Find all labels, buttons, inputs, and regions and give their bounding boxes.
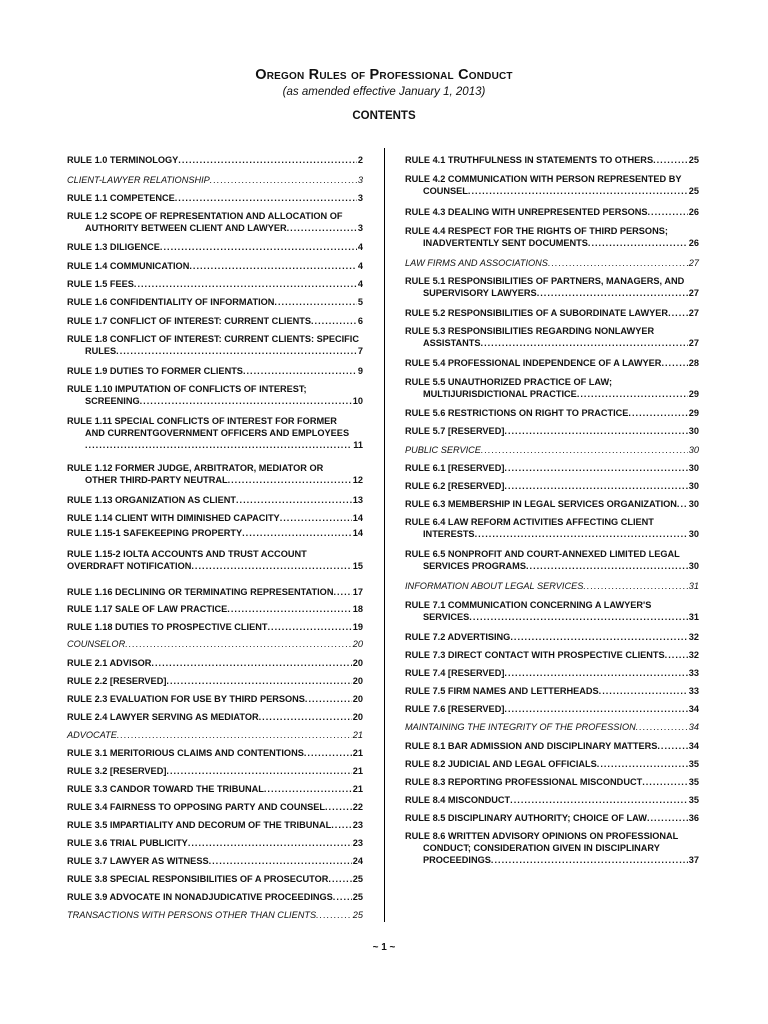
toc-page-number: 20 <box>352 639 363 649</box>
toc-page-number: 12 <box>352 475 363 485</box>
toc-entry[interactable] <box>405 599 699 623</box>
toc-page-number: 25 <box>688 155 699 165</box>
toc-entry-label: LAW FIRMS AND ASSOCIATIONS <box>405 258 548 268</box>
toc-entry[interactable] <box>405 462 699 474</box>
toc-page-number: 27 <box>688 338 699 348</box>
toc-entry-label: RULE 5.4 PROFESSIONAL INDEPENDENCE OF A LAWYER <box>405 358 662 368</box>
toc-entry-label: TRANSACTIONS WITH PERSONS OTHER THAN CLIENTS <box>67 910 317 920</box>
dot-leader <box>657 740 687 752</box>
toc-entry[interactable] <box>67 192 363 204</box>
dot-leader <box>166 765 351 777</box>
toc-entry-label: CONDUCT; CONSIDERATION GIVEN IN DISCIPLINARY <box>423 843 660 853</box>
dot-leader <box>305 693 352 705</box>
toc-entry-label: RULE 1.0 TERMINOLOGY <box>67 155 179 165</box>
toc-page-number: 35 <box>688 759 699 769</box>
toc-page-number: 3 <box>357 193 363 203</box>
toc-entry[interactable] <box>67 891 363 903</box>
toc-entry-label: RULE 8.2 JUDICIAL AND LEGAL OFFICIALS <box>405 759 597 769</box>
toc-page-number: 21 <box>352 748 363 758</box>
toc-entry-label: RULE 4.1 TRUTHFULNESS IN STATEMENTS TO OTHERS <box>405 155 654 165</box>
dot-leader <box>325 801 352 813</box>
dot-leader <box>287 222 357 234</box>
toc-page-number: 23 <box>352 820 363 830</box>
dot-leader <box>510 794 688 806</box>
toc-entry-label: RULE 1.16 DECLINING OR TERMINATING REPRESENTATION <box>67 587 334 597</box>
toc-entry[interactable] <box>405 376 699 400</box>
toc-page-number: 37 <box>688 855 699 865</box>
toc-entry[interactable] <box>67 657 363 669</box>
toc-page-number: 17 <box>352 587 363 597</box>
toc-entry-label: RULE 5.7 [RESERVED] <box>405 426 505 436</box>
toc-entry[interactable] <box>405 740 699 752</box>
dot-leader <box>116 345 357 357</box>
toc-entry-label: MAINTAINING THE INTEGRITY OF THE PROFESSION <box>405 722 636 732</box>
toc-page-number: 30 <box>688 529 699 539</box>
dot-leader <box>264 783 352 795</box>
toc-entry[interactable] <box>67 586 363 598</box>
toc-entry[interactable] <box>67 296 363 308</box>
toc-entry-label: RULE 1.8 CONFLICT OF INTEREST: CURRENT CLIENTS: SPECIFIC <box>67 334 359 344</box>
toc-section-heading[interactable] <box>405 257 699 269</box>
toc-entry[interactable] <box>67 278 363 290</box>
dot-leader <box>642 776 688 788</box>
toc-entry[interactable] <box>67 837 363 849</box>
toc-entry-label: RULE 3.7 LAWYER AS WITNESS <box>67 856 209 866</box>
toc-entry[interactable] <box>405 357 699 369</box>
toc-entry[interactable] <box>405 516 699 540</box>
dot-leader <box>526 560 688 572</box>
dot-leader <box>236 494 352 506</box>
toc-page-number: 14 <box>352 528 363 538</box>
toc-entry-label: RULE 3.3 CANDOR TOWARD THE TRIBUNAL <box>67 784 264 794</box>
toc-section-heading[interactable] <box>67 174 363 186</box>
toc-entry[interactable] <box>67 548 363 572</box>
toc-page-number: 20 <box>352 712 363 722</box>
toc-page-number: 34 <box>688 704 699 714</box>
toc-page-number: 2 <box>357 155 363 165</box>
dot-leader <box>510 631 687 643</box>
toc-entry[interactable] <box>67 462 363 486</box>
dot-leader <box>316 909 352 921</box>
toc-page-number: 27 <box>688 288 699 298</box>
dot-leader <box>304 747 352 759</box>
toc-entry[interactable] <box>405 776 699 788</box>
toc-page-number: 25 <box>352 874 363 884</box>
toc-entry-label: RULE 1.10 IMPUTATION OF CONFLICTS OF INTEREST; <box>67 384 307 394</box>
toc-entry-label: RULE 3.8 SPECIAL RESPONSIBILITIES OF A PROSECUTOR <box>67 874 329 884</box>
dot-leader <box>583 580 687 592</box>
toc-entry-label: RULE 2.3 EVALUATION FOR USE BY THIRD PERSONS <box>67 694 305 704</box>
toc-page-number: 26 <box>688 238 699 248</box>
toc-entry-label: RULE 1.9 DUTIES TO FORMER CLIENTS <box>67 366 243 376</box>
toc-page-number: 22 <box>352 802 363 812</box>
toc-page-number: 30 <box>688 426 699 436</box>
toc-page-number: 25 <box>352 892 363 902</box>
toc-entry-label: INFORMATION ABOUT LEGAL SERVICES <box>405 581 584 591</box>
toc-page-number: 24 <box>352 856 363 866</box>
toc-entry[interactable] <box>67 621 363 633</box>
toc-entry[interactable] <box>67 675 363 687</box>
toc-entry-label: CLIENT-LAWYER RELATIONSHIP <box>67 175 210 185</box>
toc-entry[interactable] <box>67 765 363 777</box>
dot-leader <box>537 287 688 299</box>
toc-entry-label: RULE 3.5 IMPARTIALITY AND DECORUM OF THE TRIBUNAL <box>67 820 332 830</box>
dot-leader <box>228 474 352 486</box>
toc-entry[interactable] <box>67 315 363 327</box>
toc-page-number: 27 <box>688 308 699 318</box>
toc-page-number: 30 <box>688 463 699 473</box>
toc-entry[interactable] <box>405 206 699 218</box>
toc-entry[interactable] <box>405 325 699 349</box>
toc-entry[interactable] <box>405 548 699 572</box>
toc-entry-label: RULE 1.12 FORMER JUDGE, ARBITRATOR, MEDIATOR OR <box>67 463 324 473</box>
dot-leader <box>175 192 357 204</box>
toc-page-number: 30 <box>688 481 699 491</box>
toc-entry[interactable] <box>67 711 363 723</box>
dot-leader <box>469 611 687 623</box>
dot-leader <box>504 480 687 492</box>
toc-entry[interactable] <box>67 855 363 867</box>
toc-page-number: 34 <box>688 722 699 732</box>
dot-leader <box>599 685 688 697</box>
toc-page-number: 26 <box>688 207 699 217</box>
toc-entry-label: RULE 2.1 ADVISOR <box>67 658 152 668</box>
dot-leader <box>333 586 351 598</box>
toc-section-heading[interactable] <box>405 580 699 592</box>
toc-page-number: 23 <box>352 838 363 848</box>
toc-entry-label: RULE 5.3 RESPONSIBILITIES REGARDING NONLAWYER <box>405 326 655 336</box>
toc-page-number: 30 <box>688 561 699 571</box>
toc-entry-label: RULE 1.13 ORGANIZATION AS CLIENT <box>67 495 236 505</box>
dot-leader <box>597 758 688 770</box>
toc-page-number: 25 <box>688 186 699 196</box>
toc-entry-label: AUTHORITY BETWEEN CLIENT AND LAWYER <box>85 223 287 233</box>
toc-page-number: 35 <box>688 795 699 805</box>
toc-entry-label: RULE 3.2 [RESERVED] <box>67 766 167 776</box>
toc-section-heading[interactable] <box>67 729 363 741</box>
toc-entry-label: RULE 7.5 FIRM NAMES AND LETTERHEADS <box>405 686 599 696</box>
toc-entry-label: RULE 3.6 TRIAL PUBLICITY <box>67 838 188 848</box>
dot-leader <box>274 296 356 308</box>
toc-entry-label: RULE 7.4 [RESERVED] <box>405 668 505 678</box>
toc-page-number: 27 <box>688 258 699 268</box>
toc-entry[interactable] <box>405 649 699 661</box>
dot-leader <box>577 388 688 400</box>
toc-page-number: 31 <box>688 581 699 591</box>
dot-leader <box>189 260 357 272</box>
toc-page-number: 21 <box>352 784 363 794</box>
toc-entry-label: RULE 1.2 SCOPE OF REPRESENTATION AND ALLOCATION OF <box>67 211 343 221</box>
toc-entry-label: ADVOCATE <box>67 730 117 740</box>
toc-entry-label: RULE 8.5 DISCIPLINARY AUTHORITY; CHOICE OF LAW <box>405 813 647 823</box>
toc-entry[interactable] <box>67 260 363 272</box>
toc-entry-label: RULE 3.9 ADVOCATE IN NONADJUDICATIVE PROCEEDINGS <box>67 892 333 902</box>
toc-entry-label: RULE 3.4 FAIRNESS TO OPPOSING PARTY AND COUNSEL <box>67 802 325 812</box>
toc-entry[interactable] <box>405 425 699 437</box>
toc-entry[interactable] <box>405 685 699 697</box>
toc-entry-label: RULE 1.14 CLIENT WITH DIMINISHED CAPACITY <box>67 513 280 523</box>
toc-entry-label: RULE 1.18 DUTIES TO PROSPECTIVE CLIENT <box>67 622 268 632</box>
toc-entry-label: RULE 6.2 [RESERVED] <box>405 481 505 491</box>
toc-entry-label: INADVERTENTLY SENT DOCUMENTS <box>423 238 588 248</box>
toc-entry-label: RULE 4.4 RESPECT FOR THE RIGHTS OF THIRD PERSONS; <box>405 226 668 236</box>
toc-entry[interactable] <box>67 819 363 831</box>
toc-entry-label: RULE 1.1 COMPETENCE <box>67 193 175 203</box>
dot-leader <box>647 206 687 218</box>
dot-leader <box>151 657 351 669</box>
toc-page-number: 13 <box>352 495 363 505</box>
toc-section-heading[interactable] <box>67 638 363 650</box>
toc-entry-label: COUNSELOR <box>67 639 126 649</box>
toc-page-number: 11 <box>353 440 363 450</box>
toc-entry-label: RULE 1.6 CONFIDENTIALITY OF INFORMATION <box>67 297 275 307</box>
toc-entry-label: RULE 1.15-2 IOLTA ACCOUNTS AND TRUST ACCOUNT <box>67 549 307 559</box>
toc-page-number: 29 <box>688 408 699 418</box>
toc-entry-label: RULE 5.2 RESPONSIBILITIES OF A SUBORDINATE LAWYER <box>405 308 669 318</box>
dot-leader <box>140 395 352 407</box>
dot-leader <box>504 667 687 679</box>
dot-leader <box>504 425 687 437</box>
toc-page-number: 21 <box>352 766 363 776</box>
dot-leader <box>647 812 688 824</box>
toc-entry-label: RULE 4.3 DEALING WITH UNREPRESENTED PERSONS <box>405 207 648 217</box>
dot-leader <box>504 703 687 715</box>
dot-leader <box>475 528 688 540</box>
toc-entry-label: RULE 6.1 [RESERVED] <box>405 463 505 473</box>
toc-entry[interactable] <box>67 210 363 234</box>
toc-entry-label: PUBLIC SERVICE <box>405 445 481 455</box>
toc-entry[interactable] <box>405 407 699 419</box>
toc-page-number: 7 <box>357 346 363 356</box>
toc-entry[interactable] <box>67 415 363 451</box>
toc-entry-label: RULE 5.6 RESTRICTIONS ON RIGHT TO PRACTICE <box>405 408 629 418</box>
dot-leader <box>85 439 352 451</box>
toc-page-number: 3 <box>357 175 363 185</box>
toc-page-number: 33 <box>688 686 699 696</box>
toc-entry[interactable] <box>67 783 363 795</box>
toc-page-number: 4 <box>357 242 363 252</box>
toc-entry[interactable] <box>405 498 699 510</box>
toc-entry-label: RULE 7.1 COMMUNICATION CONCERNING A LAWYER'S <box>405 600 652 610</box>
toc-entry-label: SUPERVISORY LAWYERS <box>423 288 537 298</box>
column-divider <box>384 148 385 922</box>
toc-page-number: 35 <box>688 777 699 787</box>
toc-entry-label: RULE 6.3 MEMBERSHIP IN LEGAL SERVICES ORGANIZATION <box>405 499 677 509</box>
toc-entry[interactable] <box>405 631 699 643</box>
toc-page-number: 15 <box>352 561 363 571</box>
toc-entry-label: RULE 1.3 DILIGENCE <box>67 242 160 252</box>
toc-entry-label: INTERESTS <box>423 529 475 539</box>
toc-page-number: 3 <box>357 223 363 233</box>
toc-entry[interactable] <box>67 494 363 506</box>
toc-entry[interactable] <box>67 365 363 377</box>
dot-leader <box>504 462 687 474</box>
toc-entry[interactable] <box>67 801 363 813</box>
toc-page-number: 20 <box>352 676 363 686</box>
toc-page-number: 4 <box>357 279 363 289</box>
toc-entry-label: RULE 1.7 CONFLICT OF INTEREST: CURRENT CLIENTS <box>67 316 311 326</box>
dot-leader <box>548 257 688 269</box>
toc-entry-label: SERVICES PROGRAMS <box>423 561 526 571</box>
toc-page-number: 21 <box>352 730 363 740</box>
dot-leader <box>481 444 688 456</box>
toc-entry[interactable] <box>67 527 363 539</box>
page-number: ~ 1 ~ <box>372 942 396 953</box>
dot-leader <box>188 837 352 849</box>
dot-leader <box>117 729 352 741</box>
toc-entry-label: RULE 1.17 SALE OF LAW PRACTICE <box>67 604 228 614</box>
toc-entry-label: RULE 8.6 WRITTEN ADVISORY OPINIONS ON PROFESSIONAL <box>405 831 679 841</box>
toc-entry[interactable] <box>67 241 363 253</box>
dot-leader <box>210 174 357 186</box>
toc-entry[interactable] <box>405 794 699 806</box>
toc-entry[interactable] <box>67 693 363 705</box>
dot-leader <box>125 638 352 650</box>
toc-entry[interactable] <box>405 225 699 249</box>
toc-entry[interactable] <box>405 703 699 715</box>
toc-entry[interactable] <box>67 512 363 524</box>
dot-leader <box>191 560 351 572</box>
toc-entry-label: RULE 2.4 LAWYER SERVING AS MEDIATOR <box>67 712 259 722</box>
dot-leader <box>209 855 352 867</box>
toc-section-heading[interactable] <box>405 444 699 456</box>
dot-leader <box>661 357 687 369</box>
toc-page-number: 29 <box>688 389 699 399</box>
dot-leader <box>628 407 687 419</box>
dot-leader <box>668 307 688 319</box>
dot-leader <box>243 365 357 377</box>
toc-entry[interactable] <box>67 747 363 759</box>
toc-entry-label: RULE 1.11 SPECIAL CONFLICTS OF INTEREST FOR FORMER <box>67 416 337 426</box>
toc-entry[interactable] <box>67 873 363 885</box>
toc-entry[interactable] <box>67 154 363 166</box>
document-subtitle: (as amended effective January 1, 2013) <box>282 86 486 98</box>
dot-leader <box>259 711 352 723</box>
toc-entry[interactable] <box>67 383 363 407</box>
dot-leader <box>468 185 688 197</box>
toc-entry-label: SCREENING <box>85 396 140 406</box>
toc-section-heading[interactable] <box>405 721 699 733</box>
toc-entry-label: SERVICES <box>423 612 470 622</box>
toc-entry-label: RULE 1.5 FEES <box>67 279 134 289</box>
toc-page-number: 31 <box>688 612 699 622</box>
contents-heading: CONTENTS <box>352 110 416 122</box>
dot-leader <box>134 278 357 290</box>
dot-leader <box>166 675 351 687</box>
dot-leader <box>331 819 352 831</box>
dot-leader <box>227 603 351 615</box>
dot-leader <box>280 512 352 524</box>
toc-page-number: 36 <box>688 813 699 823</box>
toc-entry-label: RULE 4.2 COMMUNICATION WITH PERSON REPRESENTED BY <box>405 174 682 184</box>
dot-leader <box>160 241 357 253</box>
toc-entry-label: RULE 1.15-1 SAFEKEEPING PROPERTY <box>67 528 243 538</box>
toc-entry[interactable] <box>405 667 699 679</box>
dot-leader <box>677 498 688 510</box>
toc-entry-label: RULE 5.1 RESPONSIBILITIES OF PARTNERS, MANAGERS, AND <box>405 276 685 286</box>
toc-entry-label: AND CURRENTGOVERNMENT OFFICERS AND EMPLOYEES <box>85 428 350 438</box>
toc-entry-label: ASSISTANTS <box>423 338 481 348</box>
toc-section-heading[interactable] <box>67 909 363 921</box>
toc-entry-label: RULE 7.3 DIRECT CONTACT WITH PROSPECTIVE CLIENTS <box>405 650 665 660</box>
dot-leader <box>665 649 688 661</box>
toc-entry[interactable] <box>405 480 699 492</box>
toc-entry-label: RULE 8.1 BAR ADMISSION AND DISCIPLINARY MATTERS <box>405 741 658 751</box>
toc-page-number: 10 <box>352 396 363 406</box>
toc-entry-label: RULES <box>85 346 117 356</box>
toc-page-number: 28 <box>688 358 699 368</box>
toc-entry[interactable] <box>405 830 699 866</box>
toc-page-number: 30 <box>688 445 699 455</box>
toc-entry-label: RULE 6.4 LAW REFORM ACTIVITIES AFFECTING CLIENT <box>405 517 654 527</box>
toc-entry-label: RULE 3.1 MERITORIOUS CLAIMS AND CONTENTIONS <box>67 748 304 758</box>
toc-page-number: 34 <box>688 741 699 751</box>
toc-entry[interactable] <box>67 333 363 357</box>
toc-entry-label: RULE 6.5 NONPROFIT AND COURT-ANNEXED LIMITED LEGAL <box>405 549 680 559</box>
toc-entry[interactable] <box>405 173 699 197</box>
toc-page-number: 30 <box>688 499 699 509</box>
dot-leader <box>588 237 688 249</box>
toc-page-number: 25 <box>352 910 363 920</box>
toc-page-number: 33 <box>688 668 699 678</box>
toc-entry[interactable] <box>67 603 363 615</box>
toc-page-number: 4 <box>357 261 363 271</box>
document-title: Oregon Rules of Professional Conduct <box>255 67 513 83</box>
toc-page-number: 19 <box>352 622 363 632</box>
dot-leader <box>653 154 688 166</box>
toc-entry-label: RULE 2.2 [RESERVED] <box>67 676 167 686</box>
toc-page-number: 18 <box>352 604 363 614</box>
toc-entry-label: RULE 1.4 COMMUNICATION <box>67 261 190 271</box>
toc-entry-label: RULE 8.4 MISCONDUCT <box>405 795 511 805</box>
dot-leader <box>242 527 352 539</box>
toc-page-number: 32 <box>688 650 699 660</box>
toc-entry-label: OTHER THIRD-PARTY NEUTRAL <box>85 475 228 485</box>
dot-leader <box>636 721 688 733</box>
toc-entry-label: PROCEEDINGS <box>423 855 491 865</box>
toc-page-number: 6 <box>357 316 363 326</box>
dot-leader <box>311 315 357 327</box>
toc-page-number: 20 <box>352 694 363 704</box>
dot-leader <box>178 154 357 166</box>
dot-leader <box>491 854 688 866</box>
toc-entry[interactable] <box>405 812 699 824</box>
toc-entry-label: COUNSEL <box>423 186 468 196</box>
dot-leader <box>333 891 352 903</box>
toc-entry-label: RULE 8.3 REPORTING PROFESSIONAL MISCONDUCT <box>405 777 643 787</box>
toc-entry-label: MULTIJURISDICTIONAL PRACTICE <box>423 389 577 399</box>
toc-entry[interactable] <box>405 154 699 166</box>
toc-entry[interactable] <box>405 758 699 770</box>
toc-entry-label: RULE 7.6 [RESERVED] <box>405 704 505 714</box>
toc-page-number: 32 <box>688 632 699 642</box>
toc-entry[interactable] <box>405 307 699 319</box>
dot-leader <box>328 873 351 885</box>
toc-page-number: 9 <box>357 366 363 376</box>
toc-page-number: 14 <box>352 513 363 523</box>
toc-page-number: 20 <box>352 658 363 668</box>
toc-page-number: 5 <box>357 297 363 307</box>
toc-entry-label: RULE 5.5 UNAUTHORIZED PRACTICE OF LAW; <box>405 377 613 387</box>
toc-entry-label: RULE 7.2 ADVERTISING <box>405 632 511 642</box>
dot-leader <box>481 337 688 349</box>
dot-leader <box>267 621 351 633</box>
toc-entry[interactable] <box>405 275 699 299</box>
toc-entry-label: OVERDRAFT NOTIFICATION <box>67 561 192 571</box>
